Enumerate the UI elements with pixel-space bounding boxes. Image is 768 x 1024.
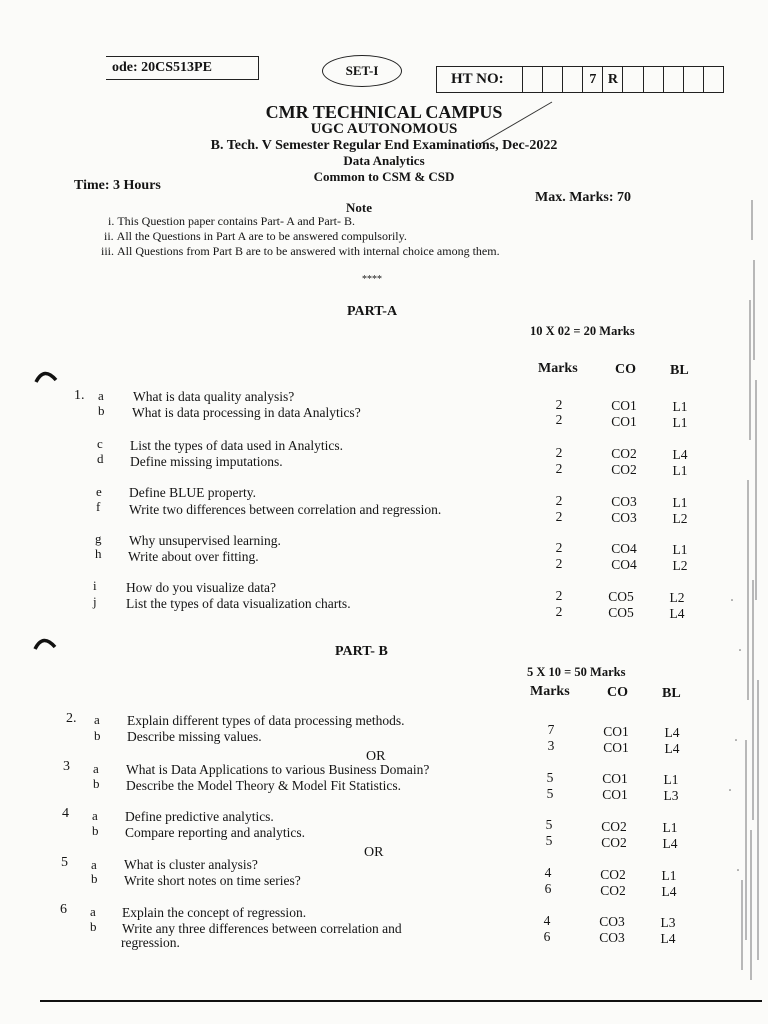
question-co: CO1: [602, 787, 628, 802]
question-marks: 6: [544, 881, 552, 896]
question-bl: L4: [661, 884, 677, 899]
question-bl: L3: [663, 788, 679, 803]
note-number: i.: [108, 214, 115, 228]
max-marks: Max. Marks: 70: [535, 190, 632, 205]
question-number: 3: [63, 759, 70, 774]
question-text: Define BLUE property.: [129, 485, 256, 500]
question-sub-label: d: [97, 451, 104, 466]
question-number: 4: [62, 806, 69, 821]
exam-title: B. Tech. V Semester Regular End Examinations, Dec-2022: [210, 138, 558, 153]
hall-ticket-cell: [543, 67, 563, 92]
question-sub-label: a: [92, 808, 98, 823]
question-co: CO1: [611, 398, 637, 413]
question-co: CO2: [611, 446, 637, 461]
part-a-col-bl: BL: [670, 363, 689, 378]
note-text: All the Questions in Part A are to be answered compulsorily.: [116, 229, 407, 243]
question-bl: L4: [662, 836, 678, 851]
question-sub-label: g: [95, 531, 102, 546]
question-co: CO5: [608, 589, 634, 604]
question-sub-label: a: [90, 904, 96, 919]
question-sub-label: b: [90, 919, 97, 934]
question-co: CO1: [602, 771, 628, 786]
question-marks: 3: [547, 738, 555, 753]
question-co: CO1: [603, 740, 629, 755]
question-co: CO2: [600, 883, 626, 898]
question-text: Why unsupervised learning.: [129, 533, 281, 548]
part-a-marks-line: 10 X 02 = 20 Marks: [530, 324, 635, 338]
question-marks: 2: [555, 556, 563, 571]
question-co: CO2: [600, 867, 626, 882]
autonomous-label: UGC AUTONOMOUS: [310, 121, 458, 137]
set-label: SET-I: [322, 55, 402, 87]
question-marks: 4: [544, 865, 552, 880]
question-co: CO3: [599, 930, 625, 945]
question-text: Describe the Model Theory & Model Fit Statistics.: [126, 778, 401, 793]
question-text: List the types of data visualization charts.: [126, 596, 351, 611]
question-text: What is Data Applications to various Business Domain?: [126, 762, 430, 777]
question-bl: L1: [661, 868, 677, 883]
question-bl: L1: [672, 415, 688, 430]
hall-ticket-cell: [664, 67, 684, 92]
part-a-title: PART-A: [347, 304, 398, 319]
question-marks: 2: [555, 445, 563, 460]
question-marks: 5: [546, 786, 554, 801]
question-sub-label: i: [93, 578, 97, 593]
question-sub-label: b: [92, 823, 99, 838]
margin-arc-mark: [33, 635, 57, 651]
question-text: Describe missing values.: [127, 729, 262, 744]
question-co: CO3: [611, 494, 637, 509]
question-marks: 2: [555, 604, 563, 619]
hall-ticket-box: [436, 66, 724, 93]
hall-ticket-cell: [704, 67, 723, 92]
question-marks: 2: [555, 540, 563, 555]
question-marks: 2: [555, 509, 563, 524]
part-b-marks-line: 5 X 10 = 50 Marks: [527, 665, 626, 679]
question-text: Define missing imputations.: [130, 454, 283, 469]
question-sub-label: h: [95, 546, 102, 561]
hall-ticket-cell: [563, 67, 583, 92]
part-b-col-co: CO: [607, 685, 628, 700]
question-bl: L1: [672, 495, 688, 510]
time-label: Time: 3 Hours: [74, 178, 161, 193]
part-b-col-bl: BL: [662, 686, 681, 701]
hall-ticket-cell: [644, 67, 664, 92]
question-bl: L1: [662, 820, 678, 835]
stars-separator: ****: [362, 274, 382, 285]
question-sub-label: a: [91, 857, 97, 872]
question-sub-label: a: [93, 761, 99, 776]
part-a-col-co: CO: [615, 362, 636, 377]
hall-ticket-label: HT NO:: [437, 67, 523, 92]
question-text: Write short notes on time series?: [124, 873, 301, 888]
question-text: What is data processing in data Analytics?: [132, 405, 361, 420]
question-sub-label: a: [98, 388, 104, 403]
college-name: CMR TECHNICAL CAMPUS: [265, 102, 503, 122]
question-bl: L2: [672, 558, 688, 573]
common-to: Common to CSM & CSD: [313, 169, 455, 184]
scan-edge-noise: [712, 180, 762, 990]
question-text-continued: regression.: [121, 935, 180, 950]
note-item: [101, 244, 500, 259]
question-sub-label: j: [93, 594, 97, 609]
question-sub-label: e: [96, 484, 102, 499]
course-code: ode: 20CS513PE: [106, 56, 259, 80]
note-number: iii.: [101, 244, 115, 258]
question-marks: 5: [545, 833, 553, 848]
part-b-title: PART- B: [335, 644, 388, 659]
question-co: CO5: [608, 605, 634, 620]
question-marks: 2: [555, 412, 563, 427]
note-number: ii.: [104, 229, 114, 243]
question-marks: 4: [543, 913, 551, 928]
question-bl: L1: [672, 399, 688, 414]
footer-rule: [40, 1000, 762, 1002]
note-heading: Note: [346, 200, 372, 215]
question-number: 1.: [74, 388, 85, 403]
question-co: CO2: [611, 462, 637, 477]
subject-title: Data Analytics: [343, 153, 425, 168]
note-item: [108, 214, 355, 229]
question-marks: 5: [546, 770, 554, 785]
hall-ticket-cell: [623, 67, 643, 92]
question-text: Write two differences between correlation and regression.: [129, 502, 442, 517]
or-divider: OR: [364, 845, 384, 860]
question-bl: L1: [672, 542, 688, 557]
note-text: This Question paper contains Part- A and Part- B.: [117, 214, 355, 228]
question-text: What is cluster analysis?: [124, 857, 258, 872]
question-marks: 2: [555, 397, 563, 412]
hall-ticket-cell: R: [603, 67, 623, 92]
question-number: 6: [60, 902, 67, 917]
question-text: List the types of data used in Analytics.: [130, 438, 343, 453]
question-text: Write any three differences between correlation and: [122, 921, 402, 936]
part-b-col-marks: Marks: [530, 684, 570, 699]
question-text: How do you visualize data?: [126, 580, 276, 595]
question-number: 2.: [66, 711, 77, 726]
question-bl: L2: [669, 590, 685, 605]
question-marks: 2: [555, 588, 563, 603]
or-divider: OR: [366, 749, 386, 764]
question-text: What is data quality analysis?: [133, 389, 295, 404]
question-marks: 2: [555, 493, 563, 508]
question-sub-label: b: [93, 776, 100, 791]
question-sub-label: c: [97, 436, 103, 451]
question-bl: L4: [664, 741, 680, 756]
question-co: CO4: [611, 541, 637, 556]
question-marks: 5: [545, 817, 553, 832]
question-text: Explain the concept of regression.: [122, 905, 307, 920]
question-bl: L1: [663, 772, 679, 787]
question-co: CO3: [611, 510, 637, 525]
question-co: CO1: [603, 724, 629, 739]
hall-ticket-cell: 7: [583, 67, 603, 92]
note-text: All Questions from Part B are to be answered with internal choice among them.: [117, 244, 500, 258]
question-co: CO3: [599, 914, 625, 929]
margin-arc-mark: [34, 368, 58, 384]
question-sub-label: f: [96, 499, 101, 514]
hall-ticket-cell: [523, 67, 543, 92]
question-text: Compare reporting and analytics.: [125, 825, 305, 840]
question-marks: 7: [547, 722, 555, 737]
part-a-col-marks: Marks: [538, 361, 578, 376]
question-co: CO2: [601, 835, 627, 850]
question-bl: L2: [672, 511, 688, 526]
question-number: 5: [61, 855, 68, 870]
question-marks: 6: [543, 929, 551, 944]
question-co: CO2: [601, 819, 627, 834]
question-bl: L4: [660, 931, 676, 946]
question-sub-label: b: [91, 871, 98, 886]
question-marks: 2: [555, 461, 563, 476]
question-co: CO1: [611, 414, 637, 429]
hall-ticket-cell: [684, 67, 704, 92]
question-bl: L1: [672, 463, 688, 478]
note-item: [104, 229, 407, 244]
question-bl: L4: [664, 725, 680, 740]
question-co: CO4: [611, 557, 637, 572]
question-text: Define predictive analytics.: [125, 809, 274, 824]
question-text: Explain different types of data processing methods.: [127, 713, 405, 728]
question-bl: L3: [660, 915, 676, 930]
question-text: Write about over fitting.: [128, 549, 259, 564]
question-sub-label: b: [94, 728, 101, 743]
question-bl: L4: [669, 606, 685, 621]
question-sub-label: b: [98, 403, 105, 418]
question-bl: L4: [672, 447, 688, 462]
question-sub-label: a: [94, 712, 100, 727]
